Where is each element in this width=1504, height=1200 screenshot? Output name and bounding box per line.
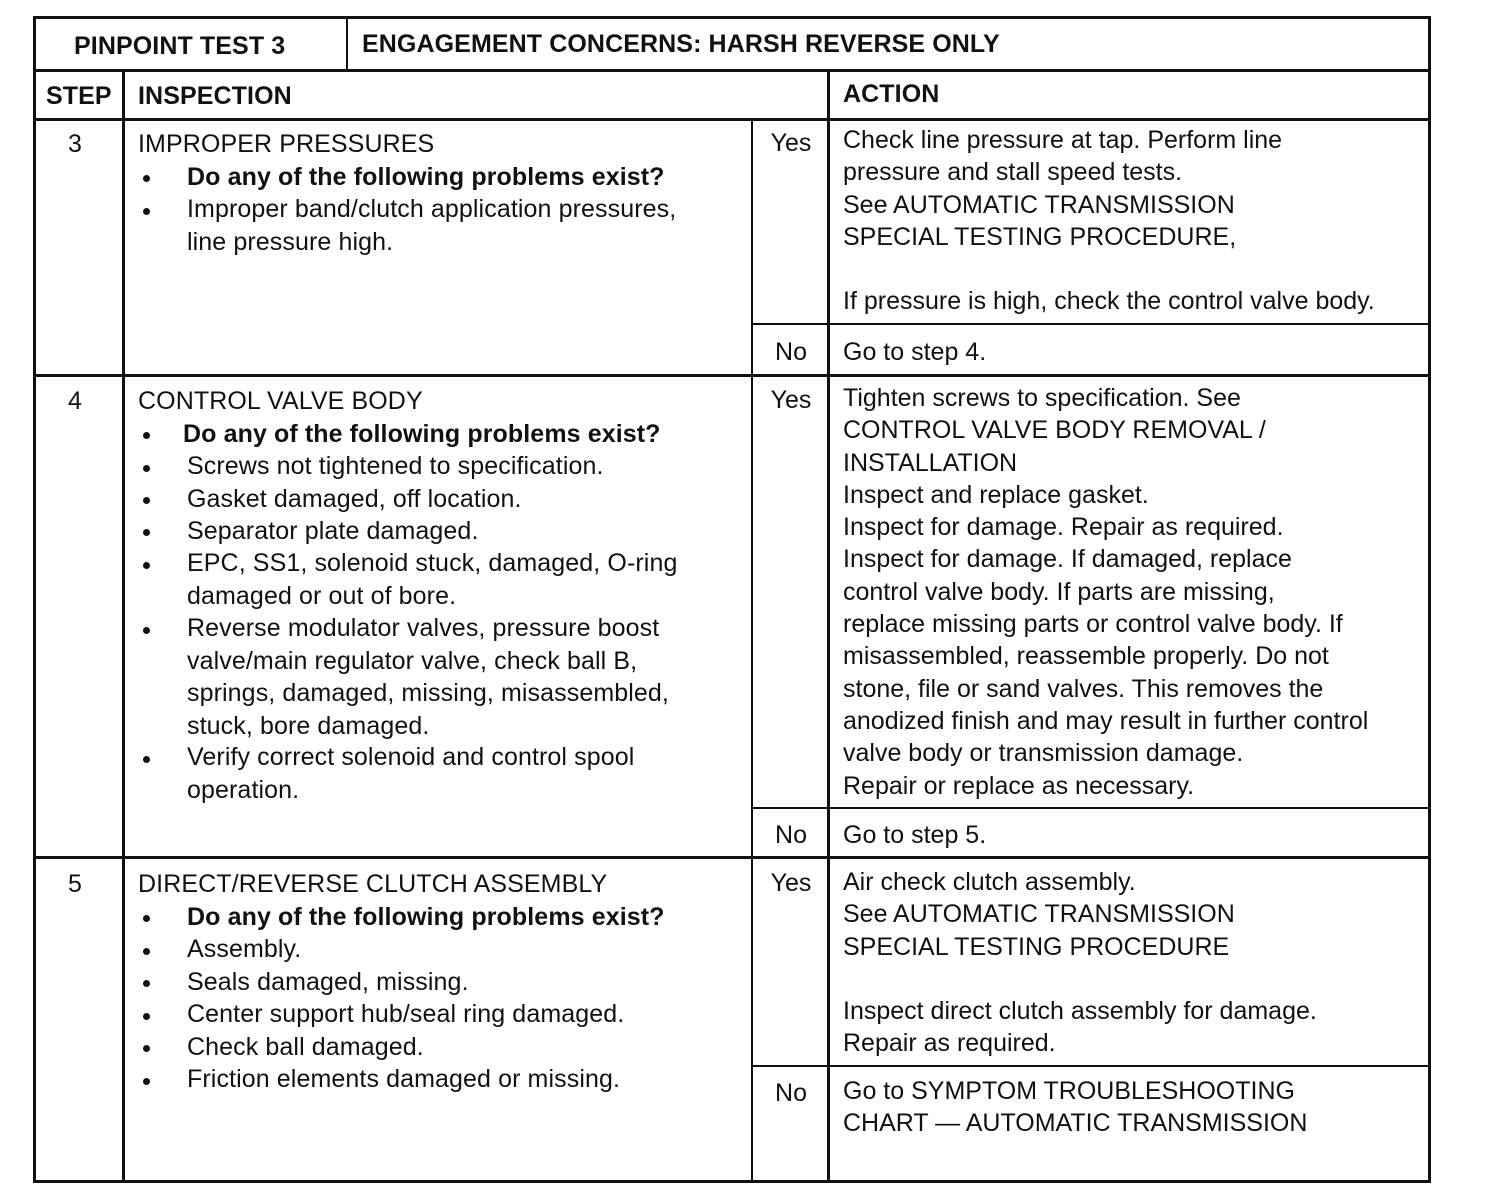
rule-title-divider bbox=[346, 16, 348, 71]
step-heading: DIRECT/REVERSE CLUTCH ASSEMBLY bbox=[138, 870, 608, 898]
header-step: STEP bbox=[46, 82, 112, 110]
rule-step4-yes-no bbox=[752, 807, 1431, 809]
inspection-item: Separator plate damaged. bbox=[187, 517, 479, 545]
inspection-item: Seals damaged, missing. bbox=[187, 968, 469, 996]
bullet-icon bbox=[143, 915, 150, 922]
bullet-icon bbox=[143, 1045, 150, 1052]
step-number: 4 bbox=[68, 387, 83, 415]
rule-top bbox=[33, 16, 1431, 19]
bullet-icon bbox=[143, 175, 150, 182]
step-heading: IMPROPER PRESSURES bbox=[138, 130, 435, 158]
bullet-icon bbox=[143, 1013, 150, 1020]
inspection-item: Gasket damaged, off location. bbox=[187, 485, 522, 513]
test-number: PINPOINT TEST 3 bbox=[74, 32, 286, 60]
answer-yes: Yes bbox=[770, 129, 812, 157]
rule-title-bottom bbox=[33, 69, 1431, 72]
bullet-icon bbox=[143, 948, 150, 955]
action-yes: Air check clutch assembly. See AUTOMATIC TRANSMISSION SPECIAL TESTING PROCEDURE Inspect direct clutch assembly for damage. Repair as required. bbox=[843, 868, 1317, 1058]
step-number: 3 bbox=[68, 130, 83, 158]
action-yes: Check line pressure at tap. Perform line pressure and stall speed tests. See AUTOMATIC TRANSMISSION SPECIAL TESTING PROCEDURE, If pressure is high, check the control valve body. bbox=[843, 126, 1375, 316]
bullet-icon bbox=[143, 432, 150, 439]
inspection-question: Do any of the following problems exist? bbox=[187, 903, 665, 931]
answer-no: No bbox=[775, 1079, 807, 1107]
answer-no: No bbox=[775, 821, 807, 849]
inspection-item: Improper band/clutch application pressures, line pressure high. bbox=[187, 195, 677, 256]
rule-right bbox=[1428, 16, 1431, 1183]
header-action: ACTION bbox=[843, 80, 940, 108]
step-heading: CONTROL VALVE BODY bbox=[138, 387, 423, 415]
action-no: Go to step 5. bbox=[843, 821, 987, 849]
header-inspection: INSPECTION bbox=[138, 82, 292, 110]
answer-yes: Yes bbox=[770, 386, 812, 414]
step-number: 5 bbox=[68, 870, 83, 898]
rule-step5-yes-no bbox=[752, 1065, 1431, 1067]
rule-inspection-column bbox=[751, 119, 753, 1182]
bullet-icon bbox=[143, 497, 150, 504]
action-yes: Tighten screws to specification. See CONTROL VALVE BODY REMOVAL / INSTALLATION Inspect and replace gasket. Inspect for damage. Repair as required. Inspect for damage. If damaged, replace control valve body. If parts are missing, replace missing parts or control valve body. If misassembled, reassemble properly. Do not stone, file or sand valves. This removes the anodized finish and may result in further control valve body or transmission damage. Repair or replace as necessary. bbox=[843, 384, 1369, 800]
inspection-question: Do any of the following problems exist? bbox=[183, 420, 661, 448]
bullet-icon bbox=[143, 562, 150, 569]
bullet-icon bbox=[143, 529, 150, 536]
bullet-icon bbox=[143, 627, 150, 634]
inspection-item: Friction elements damaged or missing. bbox=[187, 1065, 621, 1093]
inspection-item: Assembly. bbox=[187, 935, 302, 963]
rule-header-bottom bbox=[33, 118, 1431, 121]
bullet-icon bbox=[143, 756, 150, 763]
bullet-icon bbox=[143, 465, 150, 472]
bullet-icon bbox=[143, 208, 150, 215]
inspection-item: Verify correct solenoid and control spool operation. bbox=[187, 743, 635, 804]
inspection-question: Do any of the following problems exist? bbox=[187, 163, 665, 191]
rule-left bbox=[33, 16, 36, 1183]
inspection-item: Screws not tightened to specification. bbox=[187, 452, 604, 480]
inspection-item: EPC, SS1, solenoid stuck, damaged, O-ring damaged or out of bore. bbox=[187, 549, 678, 610]
answer-no: No bbox=[775, 338, 807, 366]
bullet-icon bbox=[143, 1078, 150, 1085]
rule-step3-bottom bbox=[33, 374, 1431, 377]
inspection-item: Center support hub/seal ring damaged. bbox=[187, 1000, 625, 1028]
rule-step3-yes-no bbox=[752, 323, 1431, 325]
action-no: Go to step 4. bbox=[843, 338, 987, 366]
inspection-item: Check ball damaged. bbox=[187, 1033, 424, 1061]
inspection-item: Reverse modulator valves, pressure boost valve/main regulator valve, check ball B, springs, damaged, missing, misassembled, stuck, bore damaged. bbox=[187, 614, 669, 740]
action-no: Go to SYMPTOM TROUBLESHOOTING CHART — AUTOMATIC TRANSMISSION bbox=[843, 1077, 1308, 1138]
test-title: ENGAGEMENT CONCERNS: HARSH REVERSE ONLY bbox=[362, 30, 1000, 58]
answer-yes: Yes bbox=[770, 869, 812, 897]
bullet-icon bbox=[143, 980, 150, 987]
rule-bottom bbox=[33, 1180, 1431, 1183]
rule-step4-bottom bbox=[33, 856, 1431, 859]
rule-step-column bbox=[122, 70, 125, 1182]
rule-action-column bbox=[827, 70, 830, 1182]
